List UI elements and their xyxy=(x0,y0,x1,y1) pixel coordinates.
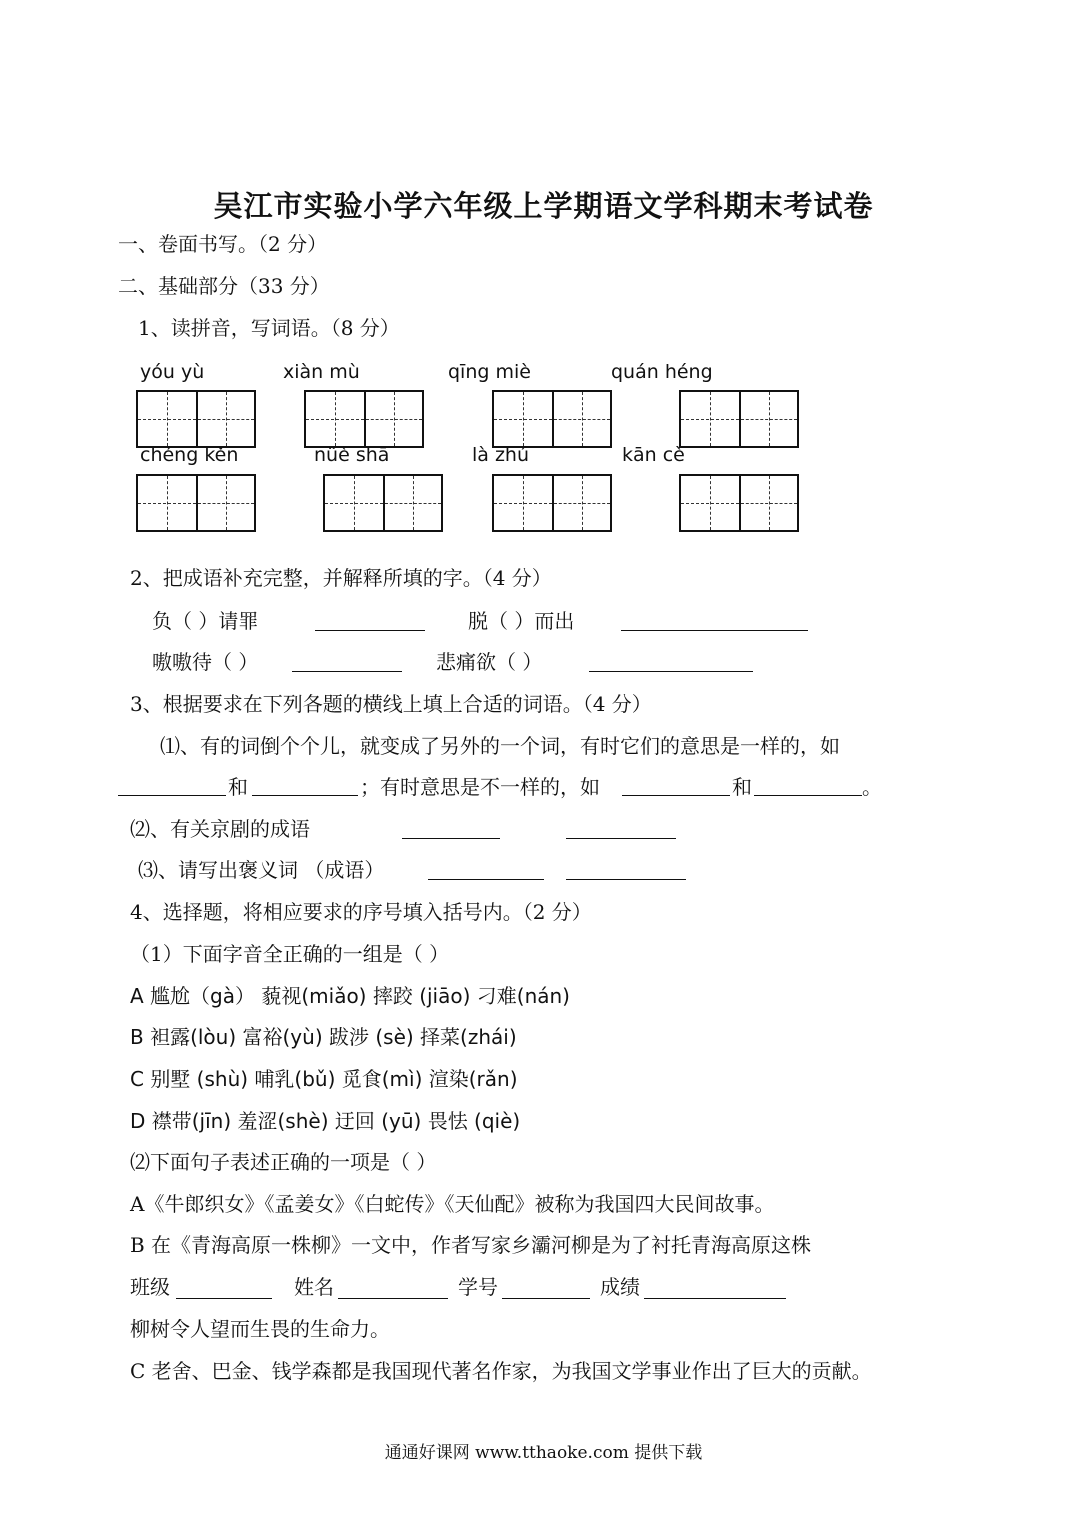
answer-blank[interactable] xyxy=(566,838,676,839)
pinyin-label: nüè shā xyxy=(314,444,390,466)
writing-grid[interactable] xyxy=(492,390,612,448)
answer-blank[interactable] xyxy=(621,630,808,631)
q3-end: 。 xyxy=(862,775,882,799)
number-field[interactable] xyxy=(502,1298,590,1299)
answer-blank[interactable] xyxy=(292,671,402,672)
writing-grid[interactable] xyxy=(304,390,424,448)
idiom-item: 脱（ ）而出 xyxy=(468,609,575,633)
answer-blank[interactable] xyxy=(622,795,730,796)
pinyin-label: là zhú xyxy=(472,444,530,466)
score-label: 成绩 xyxy=(600,1275,640,1299)
score-field[interactable] xyxy=(644,1298,786,1299)
pinyin-label: qīng miè xyxy=(448,361,531,383)
q3-part2: ⑵、有关京剧的成语 xyxy=(130,817,310,841)
answer-blank[interactable] xyxy=(315,630,425,631)
q3-and: 和 xyxy=(228,775,248,799)
answer-blank[interactable] xyxy=(252,795,358,796)
choice-a: A 尴尬（gà） 藐视(miǎo) 摔跤 (jiāo) 刁难(nán) xyxy=(130,984,570,1008)
choice-d: D 襟带(jīn) 羞涩(shè) 迂回 (yū) 畏怯 (qiè) xyxy=(130,1109,521,1133)
footer-credit: 通通好课网 www.tthaoke.com 提供下载 xyxy=(384,1443,703,1463)
writing-grid[interactable] xyxy=(492,474,612,532)
q4-heading: 4、选择题，将相应要求的序号填入括号内。（2 分） xyxy=(130,900,592,924)
section-1: 一、卷面书写。（2 分） xyxy=(118,232,328,256)
answer-blank[interactable] xyxy=(402,838,500,839)
section-2: 二、基础部分（33 分） xyxy=(118,274,330,298)
exam-title: 吴江市实验小学六年级上学期语文学科期末考试卷 xyxy=(213,189,874,223)
option-b: B 在《青海高原一株柳》一文中，作者写家乡灞河柳是为了衬托青海高原这株 xyxy=(130,1233,812,1257)
q3-and: 和 xyxy=(732,775,752,799)
name-label: 姓名 xyxy=(294,1275,334,1299)
writing-grid[interactable] xyxy=(136,474,256,532)
idiom-item: 悲痛欲（ ） xyxy=(436,650,543,674)
class-label: 班级 xyxy=(130,1275,170,1299)
idiom-item: 负（ ）请罪 xyxy=(152,609,259,633)
option-c: C 老舍、巴金、钱学森都是我国现代著名作家，为我国文学事业作出了巨大的贡献。 xyxy=(130,1359,872,1383)
answer-blank[interactable] xyxy=(589,671,753,672)
option-b-cont: 柳树令人望而生畏的生命力。 xyxy=(130,1317,390,1341)
q1-heading: 1、读拼音，写词语。（8 分） xyxy=(138,316,400,340)
number-label: 学号 xyxy=(458,1275,498,1299)
q3-part3: ⑶、请写出褒义词 （成语） xyxy=(138,858,385,882)
answer-blank[interactable] xyxy=(428,879,544,880)
q2-heading: 2、把成语补充完整，并解释所填的字。（4 分） xyxy=(130,566,552,590)
q4-sub2: ⑵下面句子表述正确的一项是（ ） xyxy=(130,1150,437,1174)
answer-blank[interactable] xyxy=(118,795,226,796)
q3-heading: 3、根据要求在下列各题的横线上填上合适的词语。（4 分） xyxy=(130,692,652,716)
q3-mid: ；有时意思是不一样的，如 xyxy=(360,775,600,799)
choice-c: C 别墅 (shù) 哺乳(bǔ) 觅食(mì) 渲染(rǎn) xyxy=(130,1067,518,1091)
pinyin-label: yóu yù xyxy=(140,361,205,383)
option-a: A《牛郎织女》《孟姜女》《白蛇传》《天仙配》被称为我国四大民间故事。 xyxy=(130,1192,775,1216)
writing-grid[interactable] xyxy=(679,474,799,532)
pinyin-label: chéng kěn xyxy=(140,444,239,466)
writing-grid[interactable] xyxy=(136,390,256,448)
answer-blank[interactable] xyxy=(566,879,686,880)
idiom-item: 嗷嗷待（ ） xyxy=(152,650,259,674)
pinyin-label: kān cè xyxy=(622,444,685,466)
writing-grid[interactable] xyxy=(323,474,443,532)
q4-sub1: （1）下面字音全正确的一组是（ ） xyxy=(130,942,450,966)
choice-b: B 袒露(lòu) 富裕(yù) 跋涉 (sè) 择菜(zhái) xyxy=(130,1025,517,1049)
name-field[interactable] xyxy=(338,1298,448,1299)
q3-part1: ⑴、有的词倒个个儿，就变成了另外的一个词，有时它们的意思是一样的，如 xyxy=(160,734,840,758)
pinyin-label: xiàn mù xyxy=(283,361,360,383)
answer-blank[interactable] xyxy=(754,795,862,796)
writing-grid[interactable] xyxy=(679,390,799,448)
pinyin-label: quán héng xyxy=(611,361,713,383)
class-field[interactable] xyxy=(176,1298,272,1299)
